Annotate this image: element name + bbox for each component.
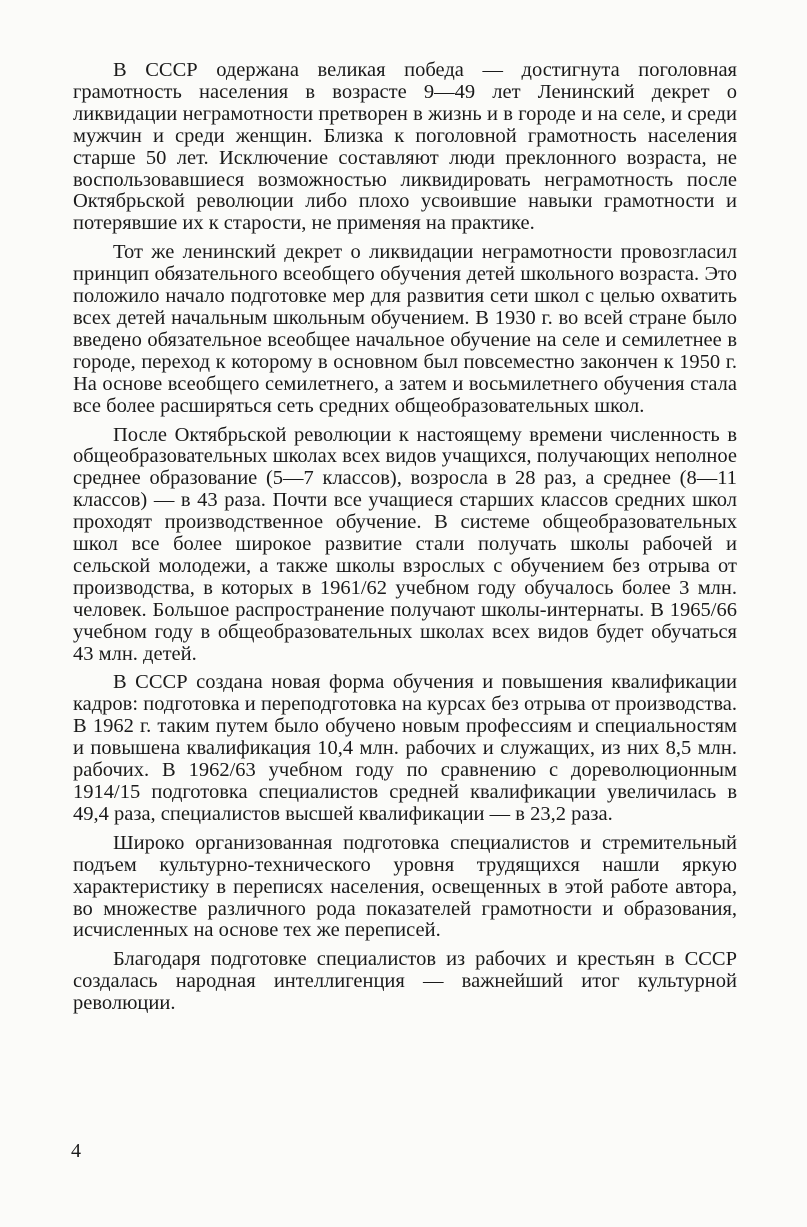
paragraph-intelligentsia: Благодаря подготовке специалистов из рабочих и крестьян в СССР создалась народная интеллигенция — важнейший итог культурной революции. — [73, 948, 737, 1015]
paragraph-school-enrollment: После Октябрьской революции к настоящему времени численность в общеобразовательных школах всех видов учащихся, получающих неполное среднее образование (5—7 классов), возросла в 28 раз, а среднее (8—11 классов) — в 43 раза. Почти все учащиеся старших классов средних школ проходят производственное обучение. В системе общеобразовательных школ все более широкое развитие стали получать школы рабочей и сельской молодежи, а также школы взрослых с обучением без отрыва от производства, в которых в 1961/62 учебном году обучалось более 3 млн. человек. Большое распространение получают школы-интернаты. В 1965/66 учебном году в общеобразовательных школах всех видов будет обучаться 43 млн. детей. — [73, 423, 737, 665]
paragraph-worker-training: В СССР создана новая форма обучения и повышения квалификации кадров: подготовка и переподготовка на курсах без отрыва от производства. В 1962 г. таким путем было обучено новым профессиям и специальностям и повышена квалификация 10,4 млн. рабочих и служащих, из них 8,5 млн. рабочих. В 1962/63 учебном году по сравнению с дореволюционным 1914/15 подготовка специалистов средней квалификации увеличилась в 49,4 раза, специалистов высшей квалификации — в 23,2 раза. — [73, 671, 737, 825]
paragraph-census-characteristics: Широко организованная подготовка специалистов и стремительный подъем культурно-технического уровня трудящихся нашли яркую характеристику в переписях населения, освещенных в этой работе автора, во множестве различного рода показателей грамотности и образования, исчисленных на основе тех же переписей. — [73, 831, 737, 942]
paragraph-compulsory-education: Тот же ленинский декрет о ликвидации неграмотности провозгласил принцип обязательного всеобщего обучения детей школьного возраста. Это положило начало подготовке мер для развития сети школ с целью охватить всех детей начальным школьным обучением. В 1930 г. во всей стране было введено обязательное всеобщее начальное обучение на селе и семилетнее в городе, переход к которому в основном был повсеместно закончен к 1950 г. На основе всеобщего семилетнего, а затем и восьмилетнего обучения стала все более расширяться сеть средних общеобразовательных школ. — [73, 241, 737, 417]
page-number: 4 — [71, 1140, 81, 1162]
body-text — [73, 60, 737, 1022]
paragraph-literacy-victory: В СССР одержана великая победа — достигнута поголовная грамотность населения в возрасте 9—49 лет Ленинский декрет о ликвидации неграмотности претворен в жизнь и в городе и на селе, и среди мужчин и среди женщин. Близка к поголовной грамотность населения старше 50 лет. Исключение составляют люди преклонного возраста, не воспользовавшиеся возможностью ликвидировать неграмотность после Октябрьской революции либо плохо усвоившие навыки грамотности и потерявшие их к старости, не применяя на практике. — [73, 59, 737, 235]
